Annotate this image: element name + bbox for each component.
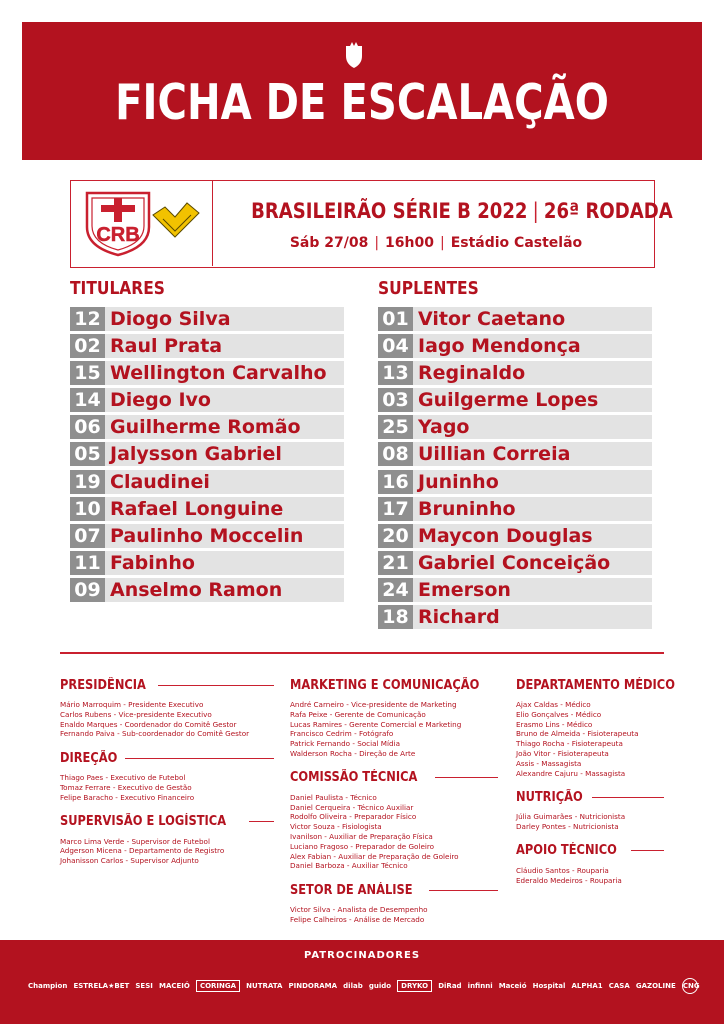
section-rule — [249, 821, 274, 822]
player-row — [378, 388, 652, 412]
staff-member: Patrick Fernando - Social Mídia — [290, 739, 400, 749]
staff-member: Erasmo Lins - Médico — [516, 719, 593, 729]
player-number: 05 — [70, 442, 105, 466]
sponsor-logo: NUTRATA — [246, 982, 283, 990]
player-name: Uillian Correia — [418, 443, 571, 466]
crb-arrow-icon — [151, 201, 201, 243]
sponsor-logo: CNG — [682, 978, 698, 994]
player-row — [378, 361, 652, 385]
player-name: Diego Ivo — [110, 389, 211, 412]
staff-member: Tomaz Ferrare - Executivo de Gestão — [60, 782, 192, 792]
section-title: COMISSÃO TÉCNICA — [290, 770, 418, 786]
match-info-box — [70, 180, 673, 268]
player-number: 08 — [378, 442, 413, 466]
player-number: 03 — [378, 388, 413, 412]
player-row — [70, 470, 344, 494]
sponsor-logo: infinni — [467, 982, 493, 990]
player-number: 16 — [378, 470, 413, 494]
staff-member: Carlos Rubens - Vice-presidente Executivo — [60, 709, 212, 719]
staff-member: Fernando Paiva - Sub-coordenador do Comitê Gestor — [60, 729, 250, 739]
staff-section — [516, 676, 675, 778]
sponsors-footer — [0, 940, 724, 1024]
section-title: DIREÇÃO — [60, 750, 118, 766]
staff-member: Felipe Baracho - Executivo Financeiro — [60, 792, 195, 802]
player-number: 04 — [378, 334, 413, 358]
player-number: 13 — [378, 361, 413, 385]
player-number: 20 — [378, 524, 413, 548]
player-number: 02 — [70, 334, 105, 358]
staff-member: Rodolfo Oliveira - Preparador Físico — [290, 812, 417, 822]
section-header — [516, 788, 664, 806]
sponsor-logo: Champion — [28, 982, 68, 990]
match-date: Sáb 27/08 — [289, 235, 369, 251]
section-rule — [435, 777, 498, 778]
section-title: MARKETING E COMUNICAÇÃO — [290, 677, 480, 693]
staff-member: Francisco Cedrim - Fotógrafo — [290, 729, 394, 739]
section-title: SUPERVISÃO E LOGÍSTICA — [60, 814, 227, 830]
player-number: 17 — [378, 497, 413, 521]
player-number: 10 — [70, 497, 105, 521]
player-name: Maycon Douglas — [418, 524, 593, 547]
player-name: Anselmo Ramon — [110, 578, 283, 601]
player-row — [378, 470, 652, 494]
staff-member: Elio Gonçalves - Médico — [516, 709, 602, 719]
section-rule — [631, 850, 664, 851]
player-name: Yago — [418, 416, 470, 439]
staff-member: Victor Silva - Analista de Desempenho — [290, 905, 428, 915]
player-row — [70, 388, 344, 412]
player-number: 12 — [70, 307, 105, 331]
player-number: 18 — [378, 605, 413, 629]
player-row — [70, 361, 344, 385]
sponsor-logo: ALPHA1 — [571, 982, 603, 990]
section-rule — [158, 685, 274, 686]
staff-member: Alex Fabian - Auxiliar de Preparação de Goleiro — [290, 851, 459, 861]
staff-section — [290, 881, 498, 925]
sponsor-logo: GAZOLINE — [635, 982, 676, 990]
player-number: 07 — [70, 524, 105, 548]
staff-member: Júlia Guimarães - Nutricionista — [516, 812, 626, 822]
sponsor-logo: CASA — [608, 982, 630, 990]
sponsor-logo: Maceió — [498, 982, 527, 990]
competition-name: BRASILEIRÃO SÉRIE B 2022 — [251, 199, 528, 223]
sponsor-logo: DiRad — [438, 982, 462, 990]
player-row — [70, 551, 344, 575]
section-header — [290, 881, 498, 899]
match-time: 16h00 — [385, 235, 434, 251]
player-number: 15 — [70, 361, 105, 385]
player-number: 25 — [378, 415, 413, 439]
section-title: DEPARTAMENTO MÉDICO — [516, 677, 675, 693]
staff-member: Alexandre Cajuru - Massagista — [516, 768, 626, 778]
player-row — [70, 334, 344, 358]
section-header — [60, 813, 274, 831]
sponsor-logo: SESI — [135, 982, 153, 990]
section-header — [60, 749, 274, 767]
player-name: Diogo Silva — [110, 308, 231, 330]
staff-column-1 — [60, 676, 274, 876]
player-row — [70, 415, 344, 439]
staff-member: Ederaldo Medeiros - Rouparia — [516, 875, 622, 885]
player-number: 06 — [70, 415, 105, 439]
staff-member: João Vitor - Fisioterapeuta — [516, 748, 609, 758]
staff-member: Darley Pontes - Nutricionista — [516, 822, 619, 832]
staff-section — [60, 676, 274, 739]
section-header — [60, 676, 274, 694]
player-row — [70, 524, 344, 548]
round-label: 26ª RODADA — [543, 199, 673, 223]
player-number: 01 — [378, 307, 413, 331]
staff-member: Lucas Ramires - Gerente Comercial e Marketing — [290, 719, 462, 729]
starters-title: TITULARES — [70, 278, 165, 299]
player-row — [70, 442, 344, 466]
player-row — [378, 551, 652, 575]
player-row — [70, 497, 344, 521]
sponsor-logos — [28, 972, 698, 1000]
player-name: Bruninho — [418, 497, 516, 520]
player-number: 09 — [70, 578, 105, 602]
sponsor-logo: CORINGA — [196, 980, 240, 992]
player-name: Fabinho — [110, 551, 195, 574]
player-row — [378, 578, 652, 602]
staff-section — [516, 842, 664, 886]
staff-member: Luciano Fragoso - Preparador de Goleiro — [290, 841, 435, 851]
player-row — [70, 307, 344, 331]
player-row — [378, 524, 652, 548]
player-name: Guilherme Romão — [110, 416, 301, 439]
staff-member: Thiago Paes - Executivo de Futebol — [60, 773, 186, 783]
competition-line — [251, 199, 673, 223]
club-logo — [71, 181, 213, 266]
staff-member: Rafa Peixe - Gerente de Comunicação — [290, 709, 426, 719]
staff-member: Daniel Paulista - Técnico — [290, 792, 377, 802]
player-number: 14 — [70, 388, 105, 412]
staff-member: Marco Lima Verde - Supervisor de Futebol — [60, 836, 210, 846]
sponsor-logo: PINDORAMA — [288, 982, 338, 990]
starters-list — [70, 307, 344, 605]
staff-section — [60, 813, 274, 866]
player-name: Vitor Caetano — [418, 308, 566, 330]
staff-member: Enaldo Marques - Coordenador do Comitê Gestor — [60, 719, 237, 729]
section-rule — [429, 890, 498, 891]
player-name: Guilgerme Lopes — [418, 389, 599, 412]
player-name: Paulinho Moccelin — [110, 524, 304, 547]
match-details — [221, 235, 651, 251]
player-name: Juninho — [418, 470, 499, 493]
staff-member: Walderson Rocha - Direção de Arte — [290, 748, 416, 758]
staff-member: André Carneiro - Vice-presidente de Marketing — [290, 700, 457, 709]
player-number: 19 — [70, 470, 105, 494]
player-name: Iago Mendonça — [418, 335, 581, 358]
player-number: 24 — [378, 578, 413, 602]
section-header — [516, 842, 664, 860]
player-name: Gabriel Conceição — [418, 551, 611, 574]
section-header — [516, 676, 675, 694]
crb-letters: CRB — [96, 224, 140, 246]
player-name: Reginaldo — [418, 362, 526, 385]
player-name: Jalysson Gabriel — [110, 443, 282, 466]
staff-member: Victor Souza - Fisiologista — [290, 822, 382, 832]
section-title: SETOR DE ANÁLISE — [290, 882, 413, 898]
staff-column-2 — [290, 676, 498, 935]
substitutes-list — [378, 307, 652, 632]
staff-member: Felipe Calheiros - Análise de Mercado — [290, 914, 425, 924]
player-number: 21 — [378, 551, 413, 575]
separator: | — [532, 199, 539, 223]
staff-member: Ivanilson - Auxiliar de Preparação Física — [290, 831, 433, 841]
staff-section — [290, 769, 498, 871]
match-venue: Estádio Castelão — [450, 235, 583, 251]
staff-member: Daniel Barboza - Auxiliar Técnico — [290, 861, 408, 871]
substitutes-title: SUPLENTES — [378, 278, 479, 299]
player-row — [378, 307, 652, 331]
section-title: PRESIDÊNCIA — [60, 677, 146, 693]
section-header — [290, 676, 498, 694]
sponsors-title: PATROCINADORES — [303, 950, 421, 961]
section-rule — [125, 758, 274, 759]
staff-member: Daniel Cerqueira - Técnico Auxiliar — [290, 802, 414, 812]
player-name: Richard — [418, 606, 500, 629]
player-row — [378, 415, 652, 439]
staff-member: Ajax Caldas - Médico — [516, 700, 591, 709]
section-header — [290, 769, 498, 787]
section-title: NUTRIÇÃO — [516, 789, 583, 805]
staff-member: Cláudio Santos - Rouparia — [516, 865, 609, 875]
staff-member: Bruno de Almeida - Fisioterapeuta — [516, 729, 639, 739]
player-name: Claudinei — [110, 470, 210, 493]
staff-member: Johanisson Carlos - Supervisor Adjunto — [60, 856, 199, 866]
player-name: Emerson — [418, 578, 511, 601]
player-row — [378, 442, 652, 466]
crb-shield-icon — [83, 189, 153, 257]
staff-section — [516, 788, 664, 832]
player-name: Rafael Longuine — [110, 497, 284, 520]
section-divider — [60, 652, 664, 654]
sponsor-logo: guido — [368, 982, 392, 990]
sponsor-logo: Hospital — [532, 982, 566, 990]
player-row — [70, 578, 344, 602]
sponsor-logo: ESTRELA★BET — [73, 982, 130, 990]
staff-column-3 — [516, 676, 675, 896]
sponsor-logo: dilab — [343, 982, 363, 990]
page-title: FICHA DE ESCALAÇÃO — [115, 74, 609, 131]
shield-icon — [344, 42, 364, 68]
section-title: APOIO TÉCNICO — [516, 843, 617, 859]
staff-section — [60, 749, 274, 802]
separator: | — [374, 235, 380, 251]
sponsor-logo: DRYKO — [397, 980, 432, 992]
player-row — [378, 497, 652, 521]
player-name: Raul Prata — [110, 335, 223, 358]
player-name: Wellington Carvalho — [110, 362, 327, 385]
separator: | — [439, 235, 445, 251]
section-rule — [592, 797, 664, 798]
player-row — [378, 334, 652, 358]
player-number: 11 — [70, 551, 105, 575]
sponsor-logo: MACEIÓ — [158, 982, 190, 990]
staff-member: Mário Marroquim - Presidente Executivo — [60, 700, 204, 709]
staff-member: Thiago Rocha - Fisioterapeuta — [516, 739, 623, 749]
staff-section — [290, 676, 498, 759]
staff-member: Adgerson Micena - Departamento de Registro — [60, 846, 225, 856]
staff-member: Assis - Massagista — [516, 758, 582, 768]
player-row — [378, 605, 652, 629]
